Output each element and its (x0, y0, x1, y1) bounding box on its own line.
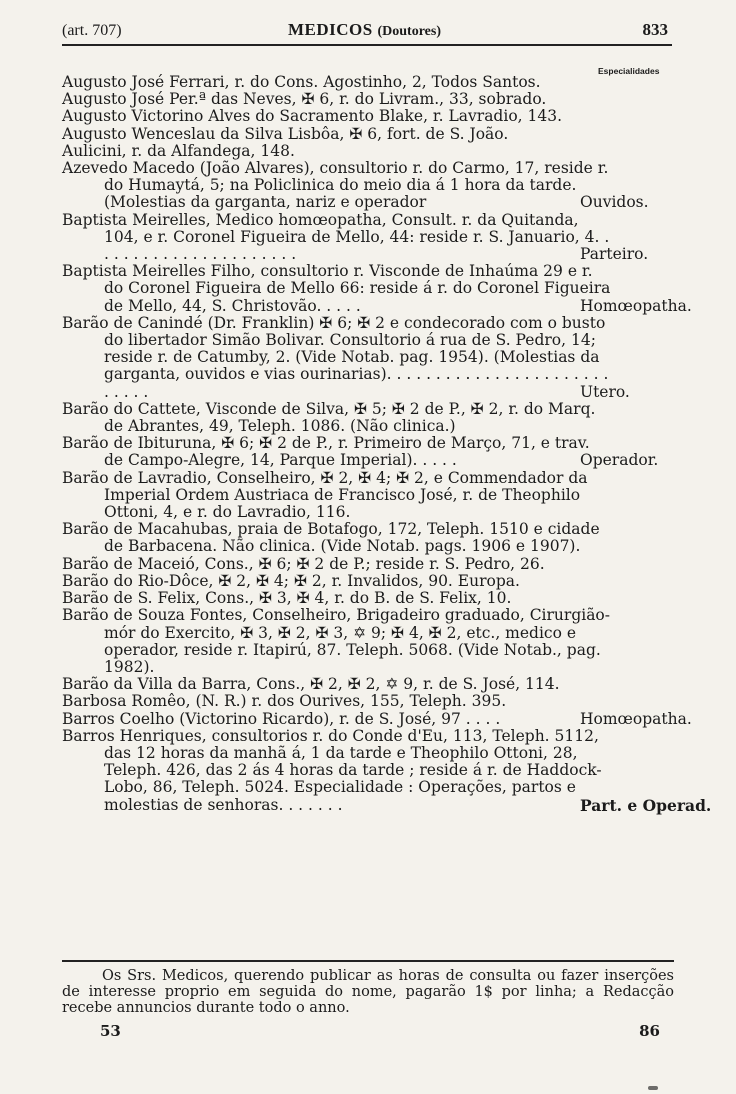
directory-entry (62, 521, 612, 555)
entry-text: Baptista Meirelles Filho, consultorio r. Visconde de Inhaúma 29 e r. do Coronel Figueira de Mello 66: reside á r. do Coronel Figueira de Mello, 44, S. Christovão. . . . . (62, 262, 611, 315)
title-subtitle: (Doutores) (377, 24, 441, 39)
directory-entry (62, 573, 612, 590)
directory-entry (62, 434, 659, 470)
notice-text: Os Srs. Medicos, querendo publicar as horas de consulta ou fazer inserções de interesse proprio em seguida do nome, pagarão 1$ por linha; a Redacção recebe annuncios durante todo o anno. (62, 968, 674, 1016)
directory-entry (62, 313, 630, 401)
entry-text: Azevedo Macedo (João Alvares), consultorio r. do Carmo, 17, reside r. do Humaytá, 5; na Policlinica do meio dia á 1 hora da tarde. (Molestias da garganta, nariz e operador (62, 159, 609, 212)
directory-entry (62, 401, 612, 435)
page-header (62, 20, 668, 42)
entry-text: Augusto Wenceslau da Silva Lisbôa, ✠ 6, fort. de S. João. (62, 124, 509, 143)
page-number: 833 (642, 20, 668, 39)
title-text: MEDICOS (288, 20, 373, 39)
directory-entry (62, 590, 612, 607)
entry-text: Augusto José Per.ª das Neves, ✠ 6, r. do Livram., 33, sobrado. (62, 90, 547, 109)
directory-entry (62, 74, 612, 91)
entry-text: Barão de Lavradio, Conselheiro, ✠ 2, ✠ 4; ✠ 2, e Commendador da Imperial Ordem Austriaca de Francisco José, r. de Theophilo Ottoni, 4, e r. do Lavradio, 116. (62, 468, 588, 522)
entry-text: Barão de Maceió, Cons., ✠ 6; ✠ 2 de P.; reside r. S. Pedro, 26. (62, 554, 545, 573)
directory-entry (62, 126, 612, 143)
entry-specialty: Ouvidos. (580, 193, 649, 212)
directory-entry (62, 159, 649, 212)
entry-specialty: Homœopatha. (580, 709, 692, 728)
directory-entry (62, 91, 612, 108)
directory-entry (62, 556, 612, 573)
entry-text: Barão de Souza Fontes, Conselheiro, Brigadeiro graduado, Cirurgião-mór do Exercito, ✠ 3, ✠ 2, ✠ 3, ✡ 9; ✠ 4, ✠ 2, etc., medico e operador, reside r. Itapirú, 87. Teleph. 5068. (Vide Notab., pag. 1982). (62, 606, 611, 676)
entry-text: Augusto José Ferrari, r. do Cons. Agostinho, 2, Todos Santos. (62, 73, 541, 91)
entry-specialty: Part. e Operad. (580, 795, 712, 815)
entry-text: Barão da Villa da Barra, Cons., ✠ 2, ✠ 2, ✡ 9, r. de S. José, 114. (62, 675, 560, 694)
directory-entry (62, 210, 649, 264)
entry-specialty: Homœopatha. (580, 296, 692, 315)
entry-text: Barbosa Romêo, (N. R.) r. dos Ourives, 155, Teleph. 395. (62, 692, 507, 711)
directory-entry (62, 262, 692, 315)
entry-text: Barão de S. Felix, Cons., ✠ 3, ✠ 4, r. do B. de S. Felix, 10. (62, 589, 512, 608)
entry-specialty: Operador. (580, 451, 659, 470)
entry-text: Barão de Ibituruna, ✠ 6; ✠ 2 de P., r. Primeiro de Março, 71, e trav. de Campo-Alegre, 14, Parque Imperial). . . . . (62, 434, 590, 470)
entry-text: Barros Henriques, consultorios r. do Conde d'Eu, 113, Teleph. 5112, das 12 horas da manhã á, 1 da tarde e Theophilo Ottoni, 28, Teleph. 426, das 2 ás 4 horas da tarde ; reside á r. de Haddock-Lobo, 86, Teleph. 5024. Especialidade : Operações, partos e molestias de senhoras. . . . . . . (62, 726, 602, 814)
directory-entry (62, 143, 612, 160)
article-reference: (art. 707) (62, 22, 122, 39)
entry-specialty: Utero. (580, 382, 630, 401)
specialty-column-heading: Especialidades (598, 66, 660, 76)
page-title (288, 20, 441, 40)
ink-mark (648, 1086, 658, 1090)
entry-text: Augusto Victorino Alves do Sacramento Blake, r. Lavradio, 143. (62, 107, 563, 126)
directory-entry (62, 709, 692, 728)
entry-text: Barros Coelho (Victorino Ricardo), r. de S. José, 97 . . . . (62, 709, 501, 728)
entry-text: Barão de Macahubas, praia de Botafogo, 172, Teleph. 1510 e cidade de Barbacena. Não clinica. (Vide Notab. pags. 1906 e 1907). (62, 520, 600, 556)
entry-text: Barão de Canindé (Dr. Franklin) ✠ 6; ✠ 2 e condecorado com o busto do libertador Simão Bolivar. Consultorio á rua de S. Pedro, 14; reside r. de Catumby, 2. (Vide Notab. pag. 1954). (Molestias da garganta, ouvidos e vias ourinarias). . . . . . . . . . . . . . . . . . . . . . . . . . . . (62, 313, 609, 401)
entry-text: Aulicini, r. da Alfandega, 148. (62, 141, 295, 160)
footer-notice (62, 968, 674, 1016)
directory-entry (62, 607, 612, 676)
entry-text: Barão do Cattete, Visconde de Silva, ✠ 5; ✠ 2 de P., ✠ 2, r. do Marq. de Abrantes, 49, Teleph. 1086. (Não clinica.) (62, 399, 596, 436)
left-number: 53 (100, 1022, 121, 1040)
entry-text: Baptista Meirelles, Medico homœopatha, Consult. r. da Quitanda, 104, e r. Coronel Figueira de Mello, 44: reside r. S. Januario, 4. . . . . . . . . . . . . . . . . . . . . . (62, 210, 610, 264)
right-number: 86 (639, 1022, 660, 1040)
header-rule (62, 44, 672, 46)
directory-entry (62, 108, 612, 125)
directory-entry (62, 470, 612, 522)
directory-entry (62, 726, 712, 815)
entry-specialty: Parteiro. (580, 245, 649, 264)
directory-entry (62, 693, 612, 710)
directory-entries (62, 73, 712, 815)
entry-text: Barão do Rio-Dôce, ✠ 2, ✠ 4; ✠ 2, r. Invalidos, 90. Europa. (62, 571, 520, 590)
footer-rule (62, 960, 674, 962)
directory-entry (62, 676, 612, 693)
